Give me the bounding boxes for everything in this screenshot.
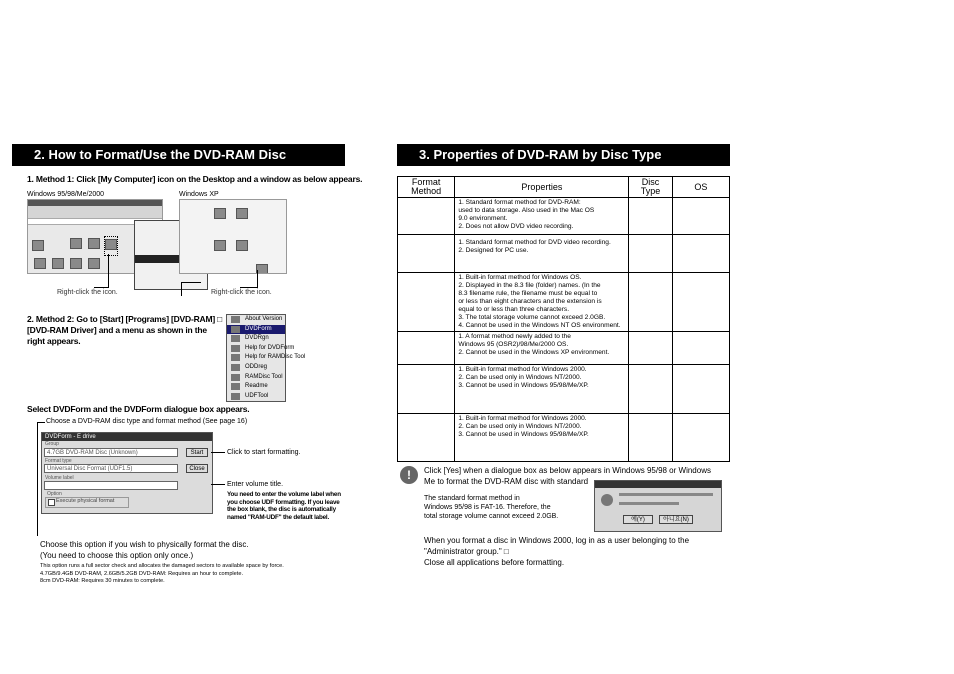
properties-cell: 1. Standard format method for DVD video recording. 2. Designed for PC use. <box>455 235 629 273</box>
header-os: OS <box>672 177 729 198</box>
properties-cell: 1. Standard format method for DVD-RAM: used to data storage. Also used in the Mac OS 9.0 environment. 2. Does not allow DVD video recording. <box>455 198 629 235</box>
folder-icon <box>70 258 82 269</box>
properties-cell: 1. Built-in format method for Windows 2000. 2. Can be used only in Windows NT/2000. 3. Cannot be used in Windows 95/98/Me/XP. <box>455 365 629 414</box>
menu-item-help-ramdisc[interactable]: Help for RAMDisc Tool <box>227 353 285 363</box>
physical-format-text: Choose this option if you wish to physically format the disc. <box>40 540 249 549</box>
menu-item-udftool[interactable]: UDFTool <box>227 392 285 402</box>
volume-label-input[interactable] <box>44 481 178 490</box>
menu-item-about[interactable]: About Version <box>227 315 285 325</box>
header-disc-type: Disc Type <box>629 177 672 198</box>
table-row <box>398 198 730 235</box>
method1-text: 1. Method 1: Click [My Computer] icon on the Desktop and a window as below appears. <box>27 174 363 184</box>
click-start-text: Click to start formatting. <box>227 449 301 456</box>
winxp-screenshot <box>179 199 287 274</box>
volume-label-label: Volume label <box>45 475 74 481</box>
standard-format-note: The standard format method in Windows 95/98 is FAT-16. Therefore, the total storage volume cannot exceed 2.0GB. <box>424 495 559 520</box>
header-properties: Properties <box>455 177 629 198</box>
properties-table <box>397 176 730 462</box>
drive-icon <box>214 240 226 251</box>
dvd-ram-drive-icon[interactable] <box>105 239 117 250</box>
close-button[interactable]: Close <box>186 464 208 473</box>
table-row <box>398 414 730 462</box>
winxp-label: Windows XP <box>179 191 219 198</box>
drive-icon <box>70 238 82 249</box>
properties-cell: 1. A format method newly added to the Windows 95 (OSR2)/98/Me/2000 OS. 2. Cannot be used in the Windows XP environment. <box>455 332 629 365</box>
note-line2: Me to format the DVD-RAM disc with standard <box>424 477 589 486</box>
drive-icon <box>214 208 226 219</box>
warning-dialog <box>594 480 722 532</box>
win2000-note-2: "Administrator group." □ <box>424 547 509 556</box>
drive-icon <box>32 240 44 251</box>
physical-format-checkbox[interactable] <box>48 499 55 506</box>
table-row <box>398 365 730 414</box>
disc-type-select[interactable]: 4.7GB DVD-RAM Disc (Unknown) <box>44 448 178 457</box>
drive-icon <box>236 240 248 251</box>
header-format-method: Format Method <box>398 177 455 198</box>
dvdform-dialog <box>41 432 213 514</box>
section-3-header: 3. Properties of DVD-RAM by Disc Type <box>397 144 730 166</box>
section-2-header: 2. How to Format/Use the DVD-RAM Disc <box>12 144 345 166</box>
folder-icon <box>88 258 100 269</box>
select-dvdform-text: Select DVDForm and the DVDForm dialogue box appears. <box>27 404 250 414</box>
table-row <box>398 273 730 332</box>
right-click-label-2: Right-click the icon. <box>211 289 272 296</box>
method2-line3: right appears. <box>27 336 81 346</box>
table-header-row <box>398 177 730 198</box>
start-button[interactable]: Start <box>186 448 208 457</box>
format-type-select[interactable]: Universal Disc Format (UDF1.5) <box>44 464 178 473</box>
win95-label: Windows 95/98/Me/2000 <box>27 191 105 198</box>
right-click-label-1: Right-click the icon. <box>57 289 118 296</box>
yes-button[interactable]: 예(Y) <box>623 515 653 524</box>
menu-item-dvdform[interactable]: DVDForm <box>227 325 285 335</box>
table-row <box>398 332 730 365</box>
method2-line1: 2. Method 2: Go to [Start] [Programs] [DVD-RAM] □ <box>27 314 223 324</box>
properties-cell: 1. Built-in format method for Windows OS. 2. Displayed in the 8.3 file (folder) names. (In the 8.3 filename rule, the filename must be equal to or less than eight characters and the extension is equal to or less than three characters. 3. The total storage volume cannot exceed 2.0GB. 4. Cannot be used in the Windows NT OS environment. <box>455 273 629 332</box>
dialog-title: DVDForm - E drive <box>42 433 212 441</box>
menu-item-help-dvdform[interactable]: Help for DVDForm <box>227 344 285 354</box>
folder-icon <box>34 258 46 269</box>
folder-icon <box>52 258 64 269</box>
enter-volume-text: Enter volume title. <box>227 481 284 488</box>
physical-format-note: (You need to choose this option only once.) <box>40 551 194 560</box>
drive-icon <box>88 238 100 249</box>
group-label: Group <box>45 441 59 447</box>
menu-item-dvdrgn[interactable]: DVDRgn <box>227 334 285 344</box>
note-line1: Click [Yes] when a dialogue box as below appears in Windows 95/98 or Windows <box>424 466 711 475</box>
drive-icon <box>236 208 248 219</box>
option-label: Option <box>47 491 62 497</box>
udf-note: You need to enter the volume label when you choose UDF formatting. If you leave the box blank, the disc is automatically named "RAM-UDF" the default label. <box>227 491 341 521</box>
physical-format-label: Execute physical format <box>56 498 115 504</box>
table-row <box>398 235 730 273</box>
close-apps-note: Close all applications before formatting. <box>424 558 565 567</box>
physical-format-details: This option runs a full sector check and allocates the damaged sectors to available space by force. 4.7GB/9.4GB DVD-RAM, 2.6GB/5.2GB DVD-RAM: Requires an hour to complete. 8cm DVD-RAM: Requires 30 minutes to complete. <box>40 563 284 584</box>
menu-item-ramdisc-tool[interactable]: RAMDisc Tool <box>227 373 285 383</box>
win2000-note-1: When you format a disc in Windows 2000, log in as a user belonging to the <box>424 536 690 545</box>
program-menu <box>226 314 306 402</box>
warning-dialog-icon <box>601 494 613 506</box>
method2-line2: [DVD-RAM Driver] and a menu as shown in the <box>27 325 207 335</box>
menu-item-oddreg[interactable]: ODDreg <box>227 363 285 373</box>
menu-item-readme[interactable]: Readme <box>227 382 285 392</box>
properties-cell: 1. Built-in format method for Windows 2000. 2. Can be used only in Windows NT/2000. 3. Cannot be used in Windows 95/98/Me/XP. <box>455 414 629 462</box>
format-type-label: Format type <box>45 458 72 464</box>
no-button[interactable]: 아니요(N) <box>659 515 693 524</box>
warning-icon: ! <box>400 466 418 484</box>
choose-type-text: Choose a DVD-RAM disc type and format method (See page 16) <box>46 418 248 425</box>
